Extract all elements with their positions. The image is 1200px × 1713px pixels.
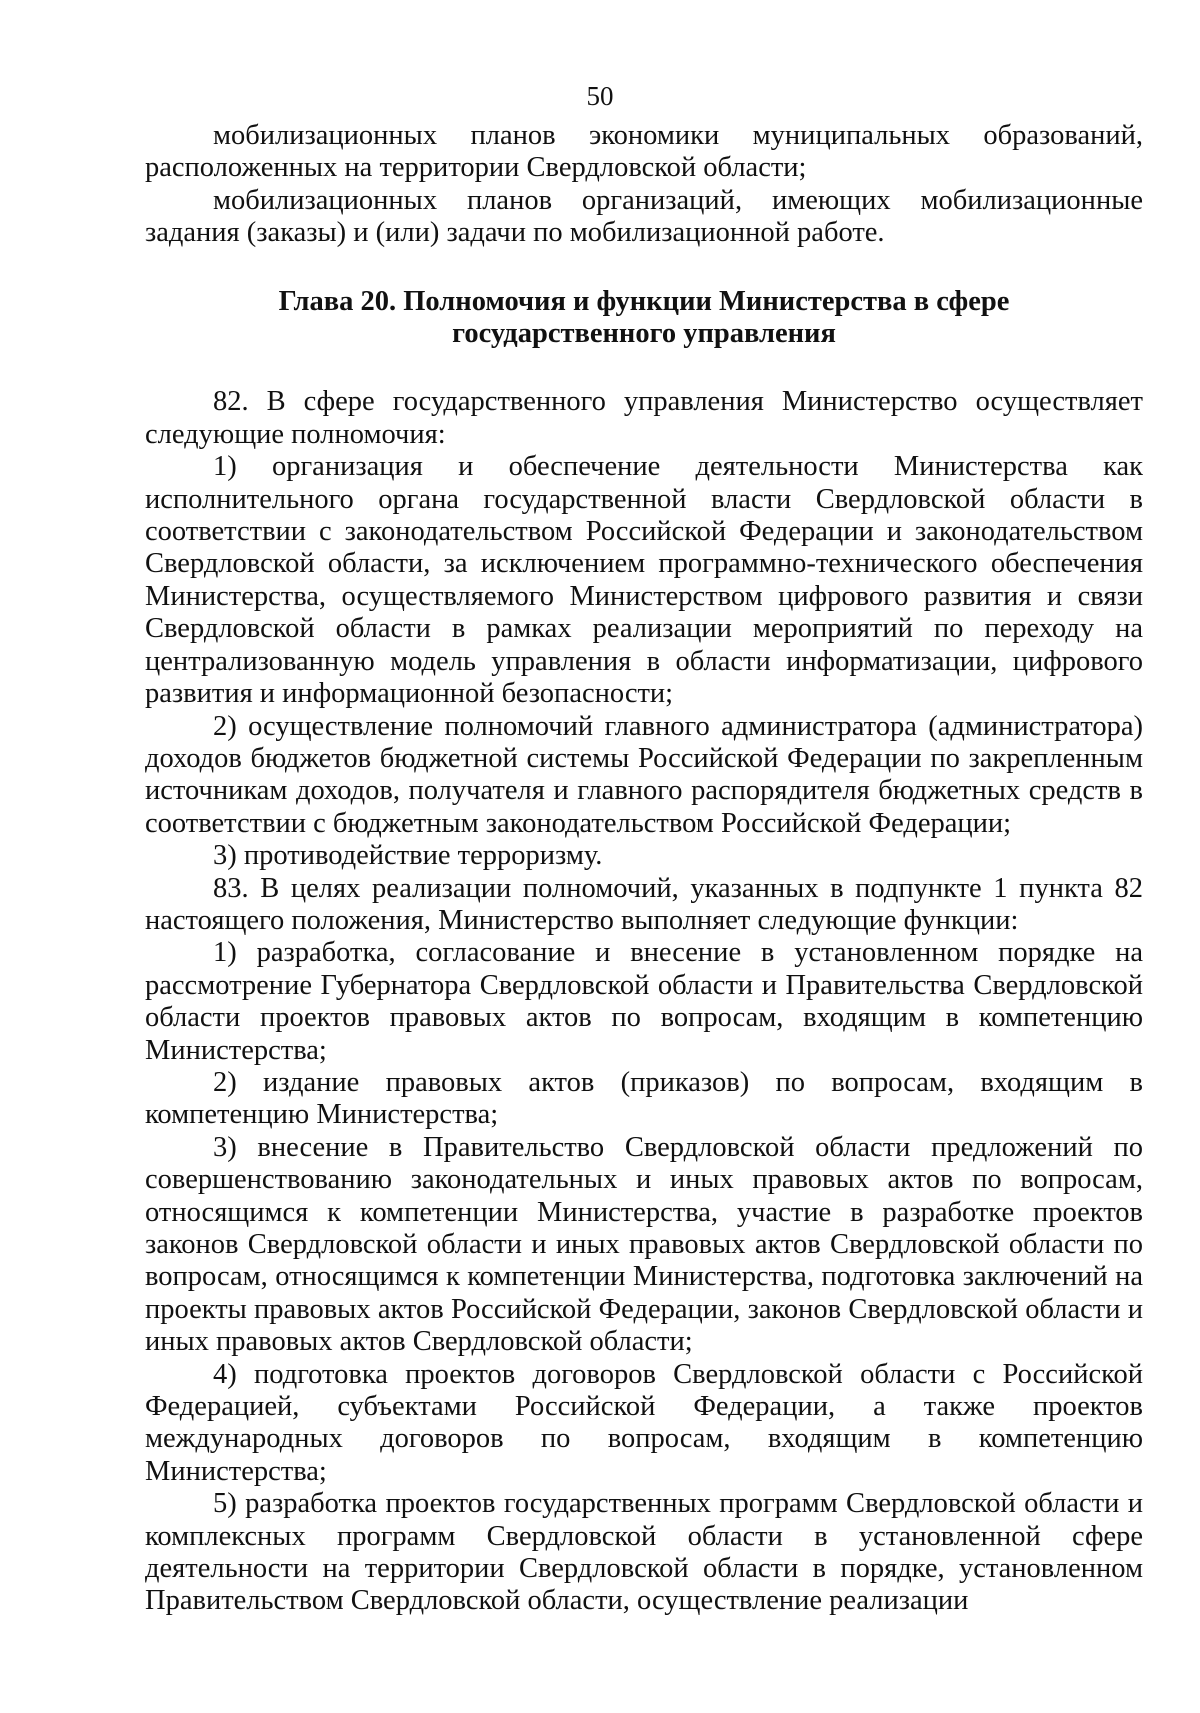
paragraph: мобилизационных планов экономики муниципальных образований, расположенных на территории Свердловской области; [145,120,1143,184]
paragraph: 1) организация и обеспечение деятельности Министерства как исполнительного органа государственной власти Свердловской области в соответствии с законодательством Российской Федерации и законодательством Свердловской области, за исключением программно-технического обеспечения Министерства, осуществляемого Министерством цифрового развития и связи Свердловской области в рамках реализации мероприятий по переходу на централизованную модель управления в области информатизации, цифрового развития и информационной безопасности; [145,451,1143,710]
paragraph: 3) внесение в Правительство Свердловской области предложений по совершенствованию законодательных и иных правовых актов по вопросам, относящимся к компетенции Министерства, участие в разработке проектов законов Свердловской области и иных правовых актов Свердловской области по вопросам, относящимся к компетенции Министерства, подготовка заключений на проекты правовых актов Российской Федерации, законов Свердловской области и иных правовых актов Свердловской области; [145,1131,1143,1358]
paragraph: 4) подготовка проектов договоров Свердловской области с Российской Федерацией, субъектами Российской Федерации, а также проектов международных договоров по вопросам, входящим в компетенцию Министерства; [145,1358,1143,1487]
paragraph: 2) осуществление полномочий главного администратора (администратора) доходов бюджетов бюджетной системы Российской Федерации по закрепленным источникам доходов, получателя и главного распорядителя бюджетных средств в соответствии с бюджетным законодательством Российской Федерации; [145,710,1143,839]
page-number: 50 [586,81,614,111]
paragraph: 2) издание правовых актов (приказов) по вопросам, входящим в компетенцию Министерства; [145,1066,1143,1131]
chapter-heading-line: Глава 20. Полномочия и функции Министерства в сфере [278,285,1010,317]
paragraph: 5) разработка проектов государственных программ Свердловской области и комплексных программ Свердловской области в установленной сфере деятельности на территории Свердловской области в порядке, установленном Правительством Свердловской области, осуществление реализации [145,1488,1143,1617]
paragraph: 83. В целях реализации полномочий, указанных в подпункте 1 пункта 82 настоящего положения, Министерство выполняет следующие функции: [145,872,1143,936]
paragraph: 1) разработка, согласование и внесение в установленном порядке на рассмотрение Губернатора Свердловской области и Правительства Свердловской области проектов правовых актов по вопросам, входящим в компетенцию Министерства; [145,937,1143,1066]
paragraph: 82. В сфере государственного управления Министерство осуществляет следующие полномочия: [145,386,1143,450]
document-body [145,120,1143,1618]
paragraph: 3) противодействие терроризму. [213,840,603,872]
paragraph: мобилизационных планов организаций, имеющих мобилизационные задания (заказы) и (или) задачи по мобилизационной работе. [145,184,1143,249]
chapter-heading-line: государственного управления [452,318,836,350]
chapter-heading [145,286,1143,351]
